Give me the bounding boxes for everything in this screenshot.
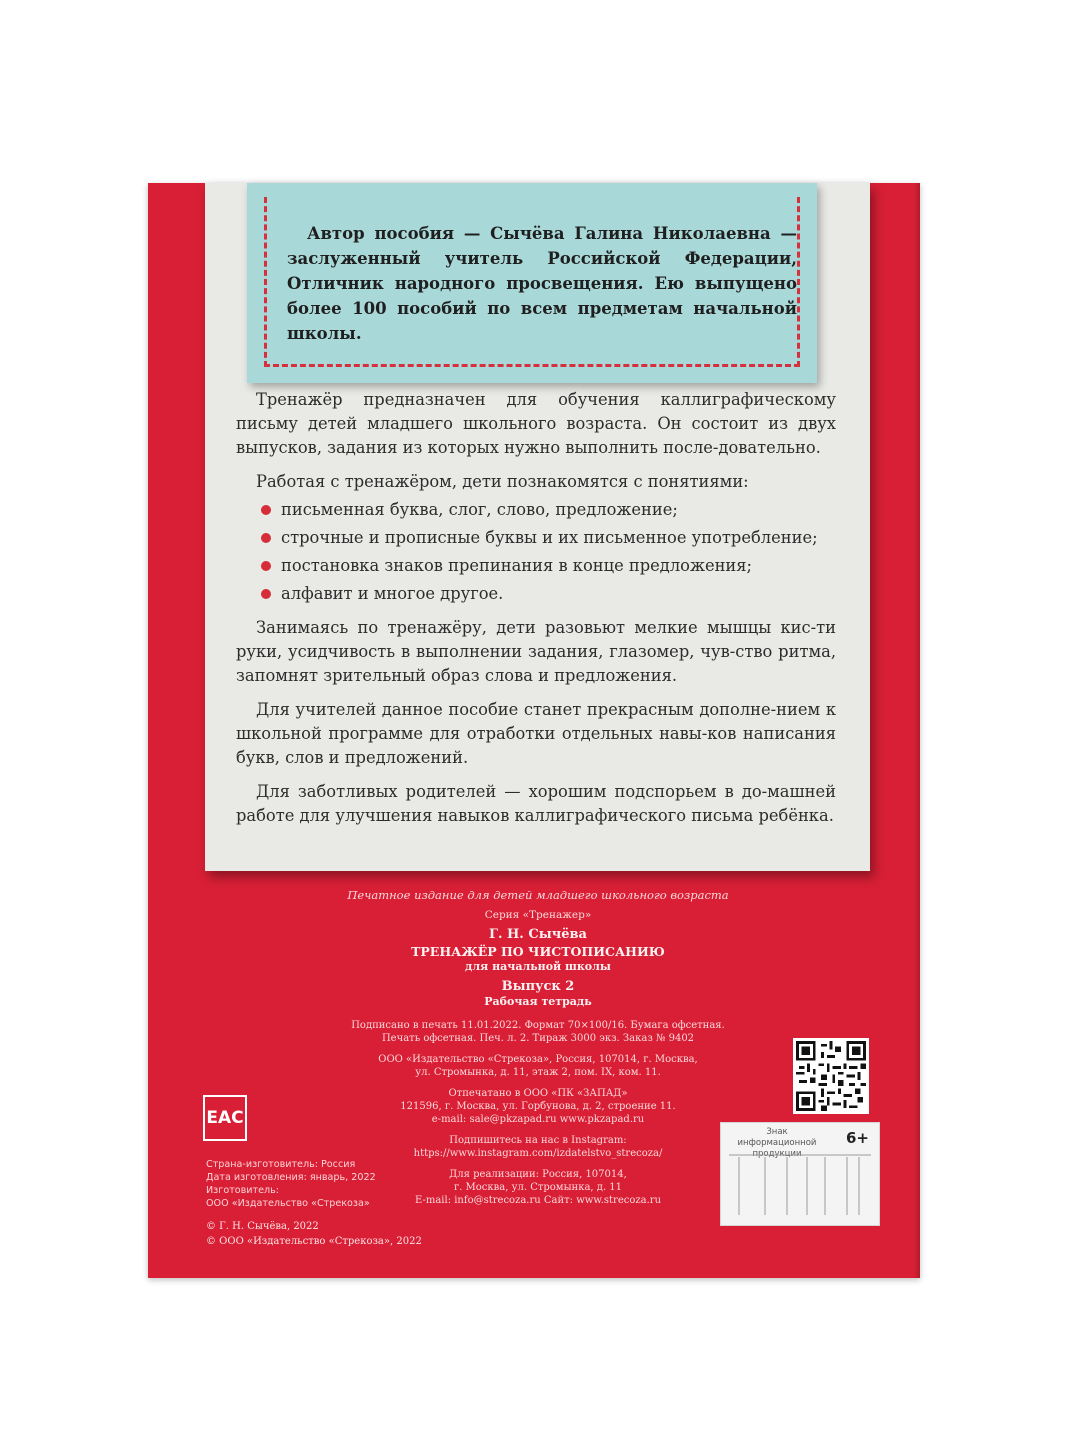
imprint-title: ТРЕНАЖЁР ПО ЧИСТОПИСАНИЮ xyxy=(411,944,665,959)
info-sign-lines-icon xyxy=(729,1153,871,1219)
qr-code-icon[interactable] xyxy=(793,1038,869,1114)
imprint-line: ООО «Издательство «Стрекоза», Россия, 107014, г. Москва, xyxy=(378,1054,698,1065)
imprint-line: E-mail: info@strecoza.ru Сайт: www.strecoza.ru xyxy=(414,1195,662,1206)
imprint-line: Отпечатано в ООО «ПК «ЗАПАД» xyxy=(448,1088,628,1099)
list-item-text: письменная буква, слог, слово, предложение; xyxy=(281,500,678,519)
author-info-box xyxy=(247,183,817,383)
imprint-line: г. Москва, ул. Стромынка, д. 11 xyxy=(453,1182,623,1193)
imprint-tagline: Печатное издание для детей младшего школьного возраста xyxy=(347,888,729,902)
list-item xyxy=(281,554,836,578)
imprint-worktype: Рабочая тетрадь xyxy=(484,995,592,1008)
info-sign-label: Знак информационной продукции xyxy=(737,1127,817,1159)
imprint-series: Серия «Тренажер» xyxy=(484,909,592,921)
age-rating-badge: 6+ xyxy=(845,1129,869,1147)
imprint-social xyxy=(328,1134,748,1160)
description-paragraph: Для учителей данное пособие станет прекрасным дополне-нием к школьной программе для отработки отдельных навы-ков написания букв, слов и предложений. xyxy=(236,700,836,767)
maker-line: Дата изготовления: январь, 2022 xyxy=(206,1172,376,1183)
description-panel xyxy=(205,183,870,871)
bullet-icon xyxy=(261,505,271,515)
imprint-line: Печать офсетная. Печ. л. 2. Тираж 3000 экз. Заказ № 9402 xyxy=(381,1033,695,1044)
imprint-author: Г. Н. Сычёва xyxy=(489,927,587,942)
list-item-text: строчные и прописные буквы и их письменное употребление; xyxy=(281,528,818,547)
bullet-icon xyxy=(261,561,271,571)
description-text xyxy=(236,388,836,838)
list-item-text: постановка знаков препинания в конце предложения; xyxy=(281,556,753,575)
imprint-line: Подписано в печать 11.01.2022. Формат 70×100/16. Бумага офсетная. xyxy=(351,1020,725,1031)
description-paragraph: Работая с тренажёром, дети познакомятся с понятиями: xyxy=(256,472,749,491)
maker-line: Страна-изготовитель: Россия xyxy=(206,1159,356,1170)
imprint-subtitle: для начальной школы xyxy=(465,960,611,973)
imprint-line: Подпишитесь на нас в Instagram: xyxy=(449,1135,627,1146)
list-item xyxy=(281,498,836,522)
copyright-line: © Г. Н. Сычёва, 2022 xyxy=(206,1221,319,1232)
copyright-info xyxy=(206,1219,466,1249)
bullet-icon xyxy=(261,589,271,599)
maker-line: ООО «Издательство «Стрекоза» xyxy=(206,1198,370,1209)
list-item xyxy=(281,526,836,550)
imprint-issue: Выпуск 2 xyxy=(501,979,575,994)
author-info-text: Автор пособия — Сычёва Галина Николаевна — заслуженный учитель Российской Федерации, Отличник народного просвещения. Ею выпущено более 100 пособий по всем предметам начальной школы. xyxy=(287,224,797,343)
copyright-line: © ООО «Издательство «Стрекоза», 2022 xyxy=(206,1236,422,1247)
manufacturer-info xyxy=(206,1158,436,1210)
imprint-publisher xyxy=(328,1053,748,1079)
imprint-print-details xyxy=(328,1019,748,1045)
bullet-icon xyxy=(261,533,271,543)
list-item-text: алфавит и многое другое. xyxy=(281,584,504,603)
description-paragraph: Занимаясь по тренажёру, дети разовьют мелкие мышцы кис-ти руки, усидчивость в выполнении задания, глазомер, чув-ство ритма, запомнят зрительный образ слова и предложения. xyxy=(236,618,836,685)
imprint-line: e-mail: sale@pkzapad.ru www.pkzapad.ru xyxy=(431,1114,645,1125)
imprint-line: ул. Стромынка, д. 11, этаж 2, пом. IX, ком. 11. xyxy=(415,1067,661,1078)
list-item xyxy=(281,582,836,606)
concepts-list xyxy=(236,498,836,606)
maker-line: Изготовитель: xyxy=(206,1185,280,1196)
description-paragraph: Тренажёр предназначен для обучения каллиграфическому письму детей младшего школьного возраста. Он состоит из двух выпусков, задания из которых нужно выполнить после-довательно. xyxy=(236,390,836,457)
imprint-line: Для реализации: Россия, 107014, xyxy=(449,1169,627,1180)
imprint-line: 121596, г. Москва, ул. Горбунова, д. 2, строение 11. xyxy=(400,1101,676,1112)
description-paragraph: Для заботливых родителей — хорошим подспорьем в до-машней работе для улучшения навыков каллиграфического письма ребёнка. xyxy=(236,782,836,825)
book-back-cover xyxy=(148,183,920,1278)
imprint-link[interactable]: https://www.instagram.com/izdatelstvo_strecoza/ xyxy=(413,1148,663,1159)
eac-mark-icon: EAC xyxy=(203,1095,247,1141)
info-product-sign xyxy=(720,1122,880,1226)
imprint-printer xyxy=(328,1087,748,1126)
